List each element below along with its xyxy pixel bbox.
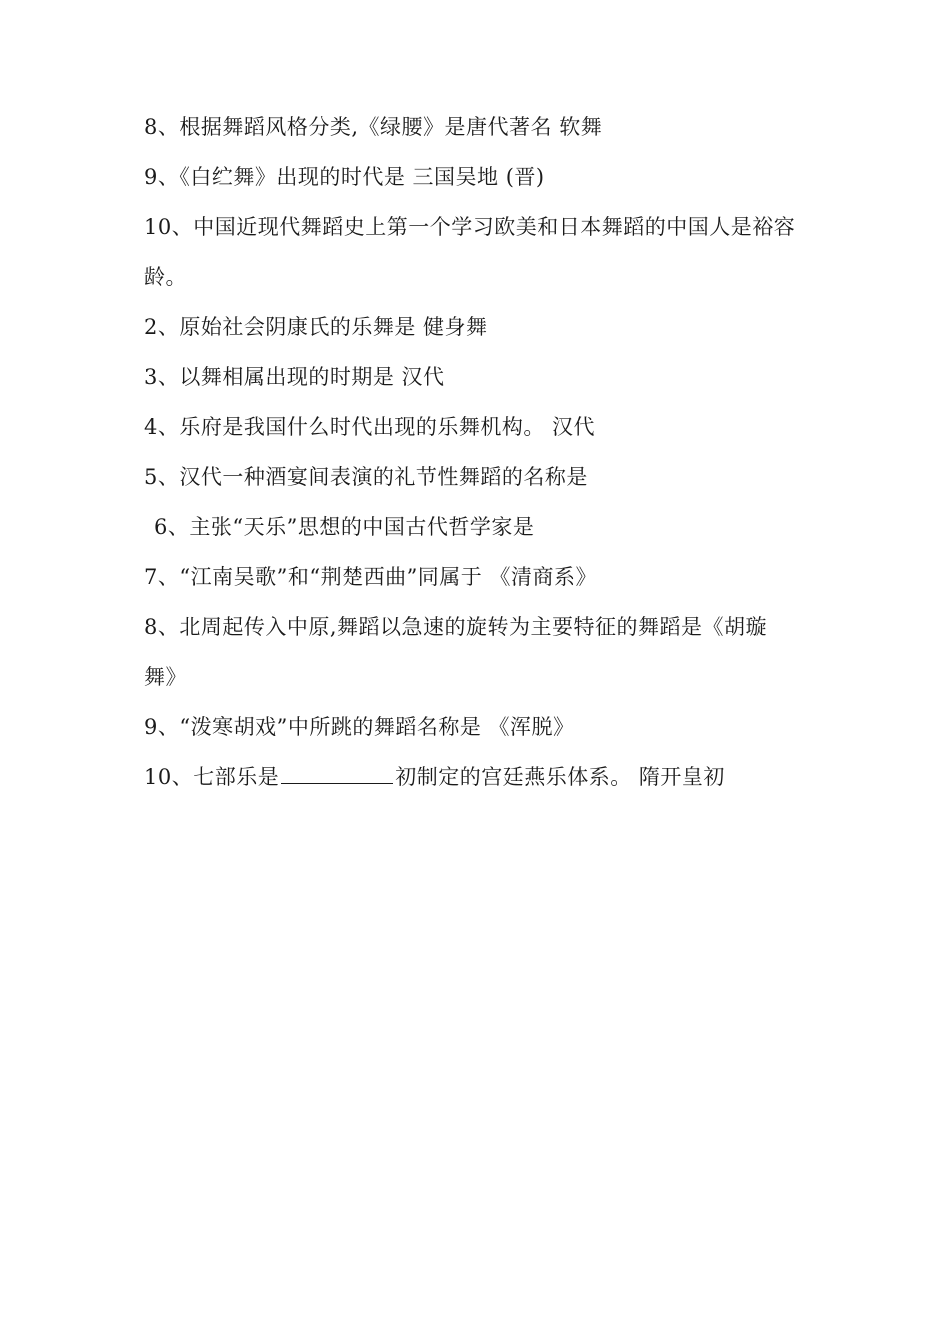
- question-line: 3、以舞相属出现的时期是 汉代: [144, 365, 445, 389]
- question-line: 7、“江南吴歌”和“荆楚西曲”同属于 《清商系》: [144, 565, 597, 589]
- question-line: 8、根据舞蹈风格分类,《绿腰》是唐代著名 软舞: [144, 115, 603, 139]
- question-line: 9、《白纻舞》出现的时代是 三国吴地 (晋): [144, 165, 545, 189]
- question-line: 4、乐府是我国什么时代出现的乐舞机构。 汉代: [144, 415, 596, 439]
- question-line-fill-blank: [144, 752, 814, 802]
- question-line: 5、汉代一种酒宴间表演的礼节性舞蹈的名称是: [144, 465, 588, 489]
- question-line: 8、北周起传入中原,舞蹈以急速的旋转为主要特征的舞蹈是《胡璇: [144, 615, 768, 639]
- question-text-before-blank: 10、七部乐是: [144, 765, 280, 789]
- document-body: [144, 102, 814, 802]
- question-line: 6、主张“天乐”思想的中国古代哲学家是: [154, 515, 535, 539]
- question-line: 9、“泼寒胡戏”中所跳的舞蹈名称是 《浑脱》: [144, 715, 575, 739]
- question-line-continuation: 龄。: [144, 265, 187, 289]
- answer-blank: [281, 761, 393, 784]
- question-text-after-blank: 初制定的宫廷燕乐体系。 隋开皇初: [395, 765, 725, 789]
- question-line: 10、中国近现代舞蹈史上第一个学习欧美和日本舞蹈的中国人是裕容: [144, 215, 796, 239]
- question-line-continuation: 舞》: [144, 665, 187, 689]
- question-line: 2、原始社会阴康氏的乐舞是 健身舞: [144, 315, 488, 339]
